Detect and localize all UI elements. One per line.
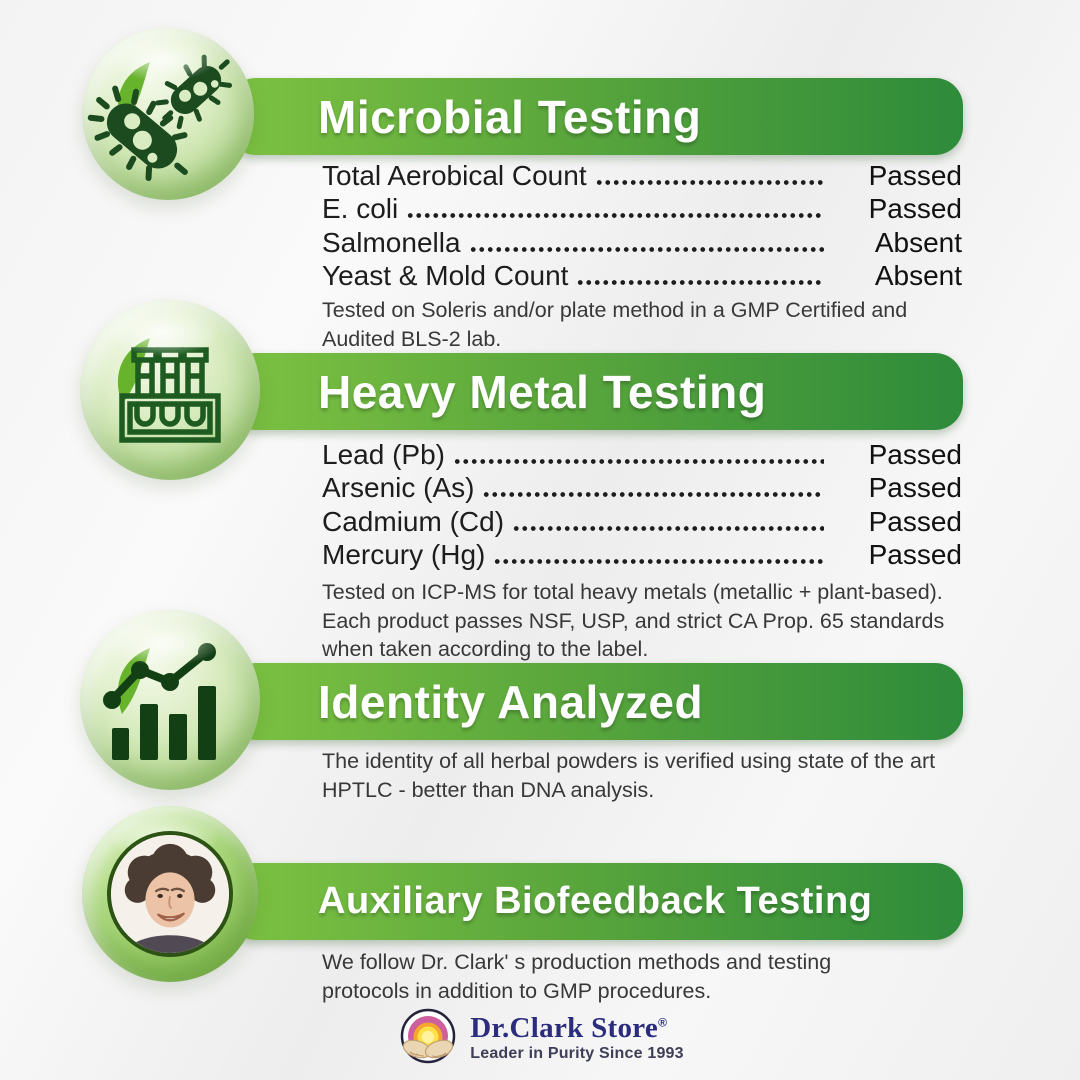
test-tubes-icon (80, 300, 260, 480)
test-value: Passed (868, 159, 962, 191)
microbial-banner (228, 78, 963, 155)
heavy-metal-bubble (80, 300, 260, 480)
heavy-metal-results (322, 437, 962, 571)
section-title: Auxiliary Biofeedback Testing (318, 880, 873, 922)
brand-name: Dr.Clark Store® (470, 1012, 668, 1045)
microbial-results (322, 158, 962, 292)
test-label: Yeast & Mold Count (322, 260, 569, 291)
brand-text (470, 1013, 684, 1062)
dot-leader (469, 247, 824, 252)
identity-banner (228, 663, 963, 740)
test-value: Passed (868, 472, 962, 503)
test-label: Arsenic (As) (322, 472, 475, 503)
dot-leader (406, 213, 824, 218)
test-label: Cadmium (Cd) (322, 505, 505, 537)
dot-leader (576, 280, 824, 285)
section-note: Tested on Soleris and/or plate method in a GMP Certified and Audited BLS-2 lab. (322, 298, 908, 351)
brand-tagline: Leader in Purity Since 1993 (470, 1044, 684, 1062)
dot-leader (512, 526, 824, 531)
dot-leader (493, 559, 824, 564)
dot-leader (482, 492, 824, 497)
dot-leader (453, 459, 824, 464)
test-value: Passed (868, 193, 962, 224)
biofeedback-bubble (82, 806, 258, 982)
microbial-bubble (82, 28, 254, 200)
dot-leader (595, 180, 824, 185)
test-row (322, 158, 962, 192)
test-value: Passed (868, 505, 962, 537)
section-title: Heavy Metal Testing (318, 365, 767, 418)
test-row (322, 259, 962, 293)
test-row (322, 437, 962, 471)
section-title: Identity Analyzed (318, 675, 704, 728)
registered-mark: ® (658, 1015, 668, 1030)
test-row (322, 192, 962, 226)
test-label: Mercury (Hg) (322, 539, 486, 570)
test-label: Salmonella (322, 226, 461, 258)
test-label: E. coli (322, 193, 399, 224)
test-row (322, 471, 962, 505)
identity-bubble (80, 610, 260, 790)
bacteria-icon (82, 28, 254, 200)
bar-chart-icon (80, 610, 260, 790)
section-note: Tested on ICP-MS for total heavy metals (metallic + plant-based). Each product passes NSF, USP, and strict CA Prop. 65 standards when taken according to the label. (322, 580, 945, 662)
test-row (322, 504, 962, 538)
heavy-metal-banner (228, 353, 963, 430)
test-label: Lead (Pb) (322, 438, 445, 470)
brand-logo (0, 1006, 1080, 1070)
portrait-illustration (111, 835, 229, 953)
biofeedback-banner (228, 863, 963, 940)
test-value: Absent (874, 226, 962, 258)
sun-hands-emblem-icon (396, 1006, 460, 1070)
dr-clark-portrait (107, 831, 233, 957)
test-label: Total Aerobical Count (322, 159, 587, 191)
section-note: The identity of all herbal powders is verified using state of the art HPTLC - better than DNA analysis. (322, 749, 936, 802)
test-row (322, 538, 962, 572)
test-value: Passed (868, 438, 962, 470)
section-title: Microbial Testing (318, 90, 702, 143)
test-value: Absent (874, 260, 962, 291)
section-note: We follow Dr. Clark' s production methods and testing protocols in addition to GMP procedures. (322, 950, 832, 1003)
test-value: Passed (868, 539, 962, 570)
test-row (322, 225, 962, 259)
